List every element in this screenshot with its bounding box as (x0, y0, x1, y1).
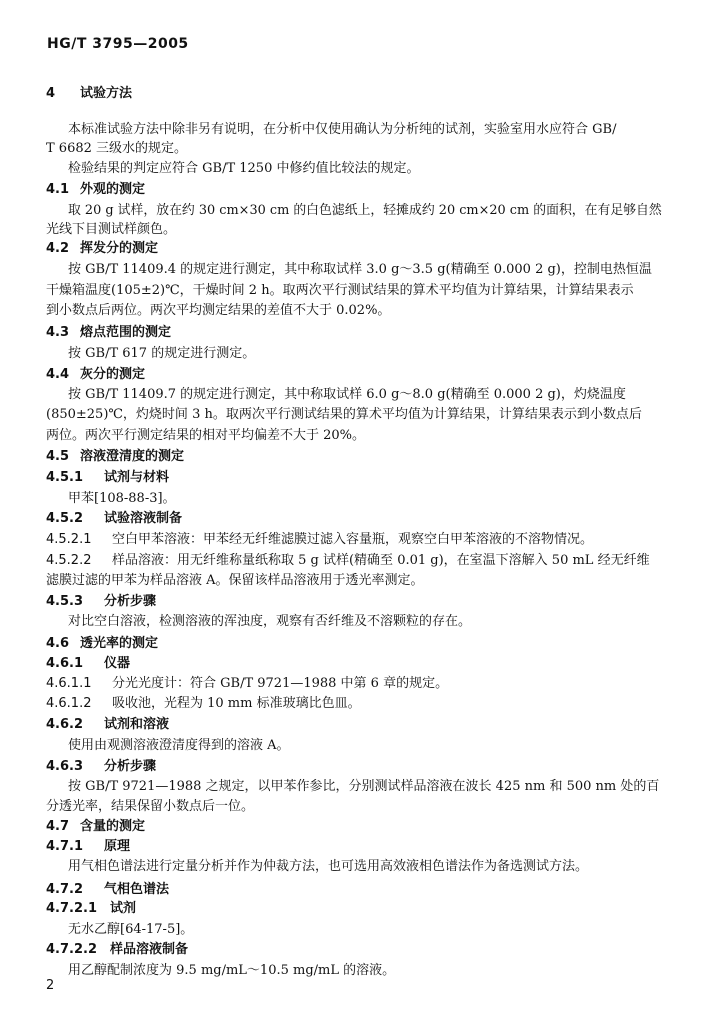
section-title: 试剂和溶液 (104, 717, 170, 732)
body-text-line: 对比空白溶液，检测溶液的浑浊度，观察有否纤维及不溶颗粒的存在。 (68, 614, 472, 629)
section-title: 试验溶液制备 (104, 511, 183, 526)
section-number: 4.6.2 (46, 717, 84, 732)
paragraph-number: 4.5.2.2 (46, 553, 92, 568)
section-title: 原理 (104, 839, 131, 854)
section-title: 挥发分的测定 (80, 241, 159, 256)
section-heading (46, 839, 130, 855)
section-heading (46, 241, 158, 257)
section-number: 4.5.2 (46, 511, 84, 526)
section-title: 分析步骤 (104, 759, 157, 774)
section-title: 试剂 (110, 901, 137, 916)
section-title: 灰分的测定 (80, 367, 146, 382)
section-title: 试剂与材料 (104, 470, 170, 485)
section-heading (46, 819, 145, 835)
section-heading (46, 636, 158, 652)
section-title: 试验方法 (80, 86, 133, 101)
section-number: 4.2 (46, 241, 70, 256)
section-title: 仪器 (104, 656, 131, 671)
section-heading (46, 901, 136, 917)
section-number: 4.6 (46, 636, 70, 651)
body-text-line: 用气相色谱法进行定量分析并作为仲裁方法，也可选用高效液相色谱法作为备选测试方法。 (68, 859, 589, 874)
paragraph-number: 4.6.1.2 (46, 696, 92, 711)
body-text-line: 两位。两次平行测定结果的相对平均偏差不大于 20%。 (46, 428, 366, 443)
body-text-line: 检验结果的判定应符合 GB/T 1250 中修约值比较法的规定。 (68, 161, 420, 176)
section-number: 4.7.2.2 (46, 942, 97, 957)
section-heading (46, 511, 182, 527)
numbered-paragraph (46, 696, 361, 712)
body-text-line: 按 GB/T 11409.7 的规定进行测定，其中称取试样 6.0 g～8.0 g(精确至 0.000 2 g)，灼烧温度 (68, 387, 626, 402)
section-number: 4.7.1 (46, 839, 84, 854)
section-number: 4.4 (46, 367, 70, 382)
body-text-line: 分透光率，结果保留小数点后一位。 (46, 799, 255, 814)
section-heading (46, 470, 169, 486)
paragraph-text: 空白甲苯溶液：甲苯经无纤维滤膜过滤入容量瓶，观察空白甲苯溶液的不溶物情况。 (112, 532, 594, 547)
standard-code-header: HG/T 3795—2005 (47, 36, 189, 52)
numbered-paragraph (46, 553, 650, 569)
section-title: 样品溶液制备 (110, 942, 189, 957)
page-number: 2 (46, 978, 55, 993)
section-heading (46, 942, 188, 958)
section-title: 透光率的测定 (80, 636, 159, 651)
section-heading (46, 449, 184, 465)
section-title: 气相色谱法 (104, 882, 170, 897)
section-number: 4.5 (46, 449, 70, 464)
paragraph-text: 吸收池，光程为 10 mm 标准玻璃比色皿。 (112, 696, 361, 711)
body-text-line: 甲苯[108-88-3]。 (68, 491, 176, 506)
section-heading (46, 325, 171, 341)
section-number: 4.5.1 (46, 470, 84, 485)
section-title: 分析步骤 (104, 594, 157, 609)
body-text-line: 滤膜过滤的甲苯为样品溶液 A。保留该样品溶液用于透光率测定。 (46, 573, 424, 588)
section-heading (46, 594, 156, 610)
section-heading (46, 656, 130, 672)
body-text-line: 光线下目测试样颜色。 (46, 222, 177, 237)
body-text-line: 按 GB/T 11409.4 的规定进行测定，其中称取试样 3.0 g～3.5 g(精确至 0.000 2 g)，控制电热恒温 (68, 262, 652, 277)
paragraph-number: 4.5.2.1 (46, 532, 92, 547)
body-text-line: T 6682 三级水的规定。 (46, 141, 188, 156)
section-number: 4.6.1 (46, 656, 84, 671)
section-title: 外观的测定 (80, 182, 146, 197)
section-number: 4.5.3 (46, 594, 84, 609)
section-number: 4.7.2.1 (46, 901, 97, 916)
section-heading (46, 86, 132, 102)
section-heading (46, 882, 169, 898)
section-heading (46, 759, 156, 775)
section-title: 溶液澄清度的测定 (80, 449, 185, 464)
section-title: 熔点范围的测定 (80, 325, 172, 340)
section-number: 4 (46, 86, 56, 101)
body-text-line: 按 GB/T 9721—1988 之规定，以甲苯作参比，分别测试样品溶液在波长 425 nm 和 500 nm 处的百 (68, 779, 660, 794)
body-text-line: 干燥箱温度(105±2)℃，干燥时间 2 h。取两次平行测试结果的算术平均值为计算结果，计算结果表示 (46, 283, 634, 298)
body-text-line: 用乙醇配制浓度为 9.5 mg/mL～10.5 mg/mL 的溶液。 (68, 963, 396, 978)
section-heading (46, 717, 169, 733)
body-text-line: 取 20 g 试样，放在约 30 cm×30 cm 的白色滤纸上，轻摊成约 20 cm×20 cm 的面积，在有足够自然 (68, 203, 662, 218)
paragraph-text: 分光光度计：符合 GB/T 9721—1988 中第 6 章的规定。 (112, 676, 449, 691)
body-text-line: 本标准试验方法中除非另有说明，在分析中仅使用确认为分析纯的试剂，实验室用水应符合 GB/ (68, 122, 617, 137)
section-number: 4.3 (46, 325, 70, 340)
section-heading (46, 182, 145, 198)
section-number: 4.6.3 (46, 759, 84, 774)
section-number: 4.1 (46, 182, 70, 197)
paragraph-text: 样品溶液：用无纤维称量纸称取 5 g 试样(精确至 0.01 g)，在室温下溶解入 50 mL 经无纤维 (112, 553, 650, 568)
paragraph-number: 4.6.1.1 (46, 676, 92, 691)
body-text-line: 使用由观测溶液澄清度得到的溶液 A。 (68, 738, 290, 753)
section-title: 含量的测定 (80, 819, 146, 834)
body-text-line: 到小数点后两位。两次平均测定结果的差值不大于 0.02%。 (46, 303, 391, 318)
numbered-paragraph (46, 532, 593, 548)
section-number: 4.7 (46, 819, 70, 834)
body-text-line: 按 GB/T 617 的规定进行测定。 (68, 346, 256, 361)
section-number: 4.7.2 (46, 882, 84, 897)
body-text-line: 无水乙醇[64-17-5]。 (68, 922, 194, 937)
section-heading (46, 367, 145, 383)
numbered-paragraph (46, 676, 448, 692)
body-text-line: (850±25)℃，灼烧时间 3 h。取两次平行测试结果的算术平均值为计算结果，计算结果表示到小数点后 (46, 407, 642, 422)
